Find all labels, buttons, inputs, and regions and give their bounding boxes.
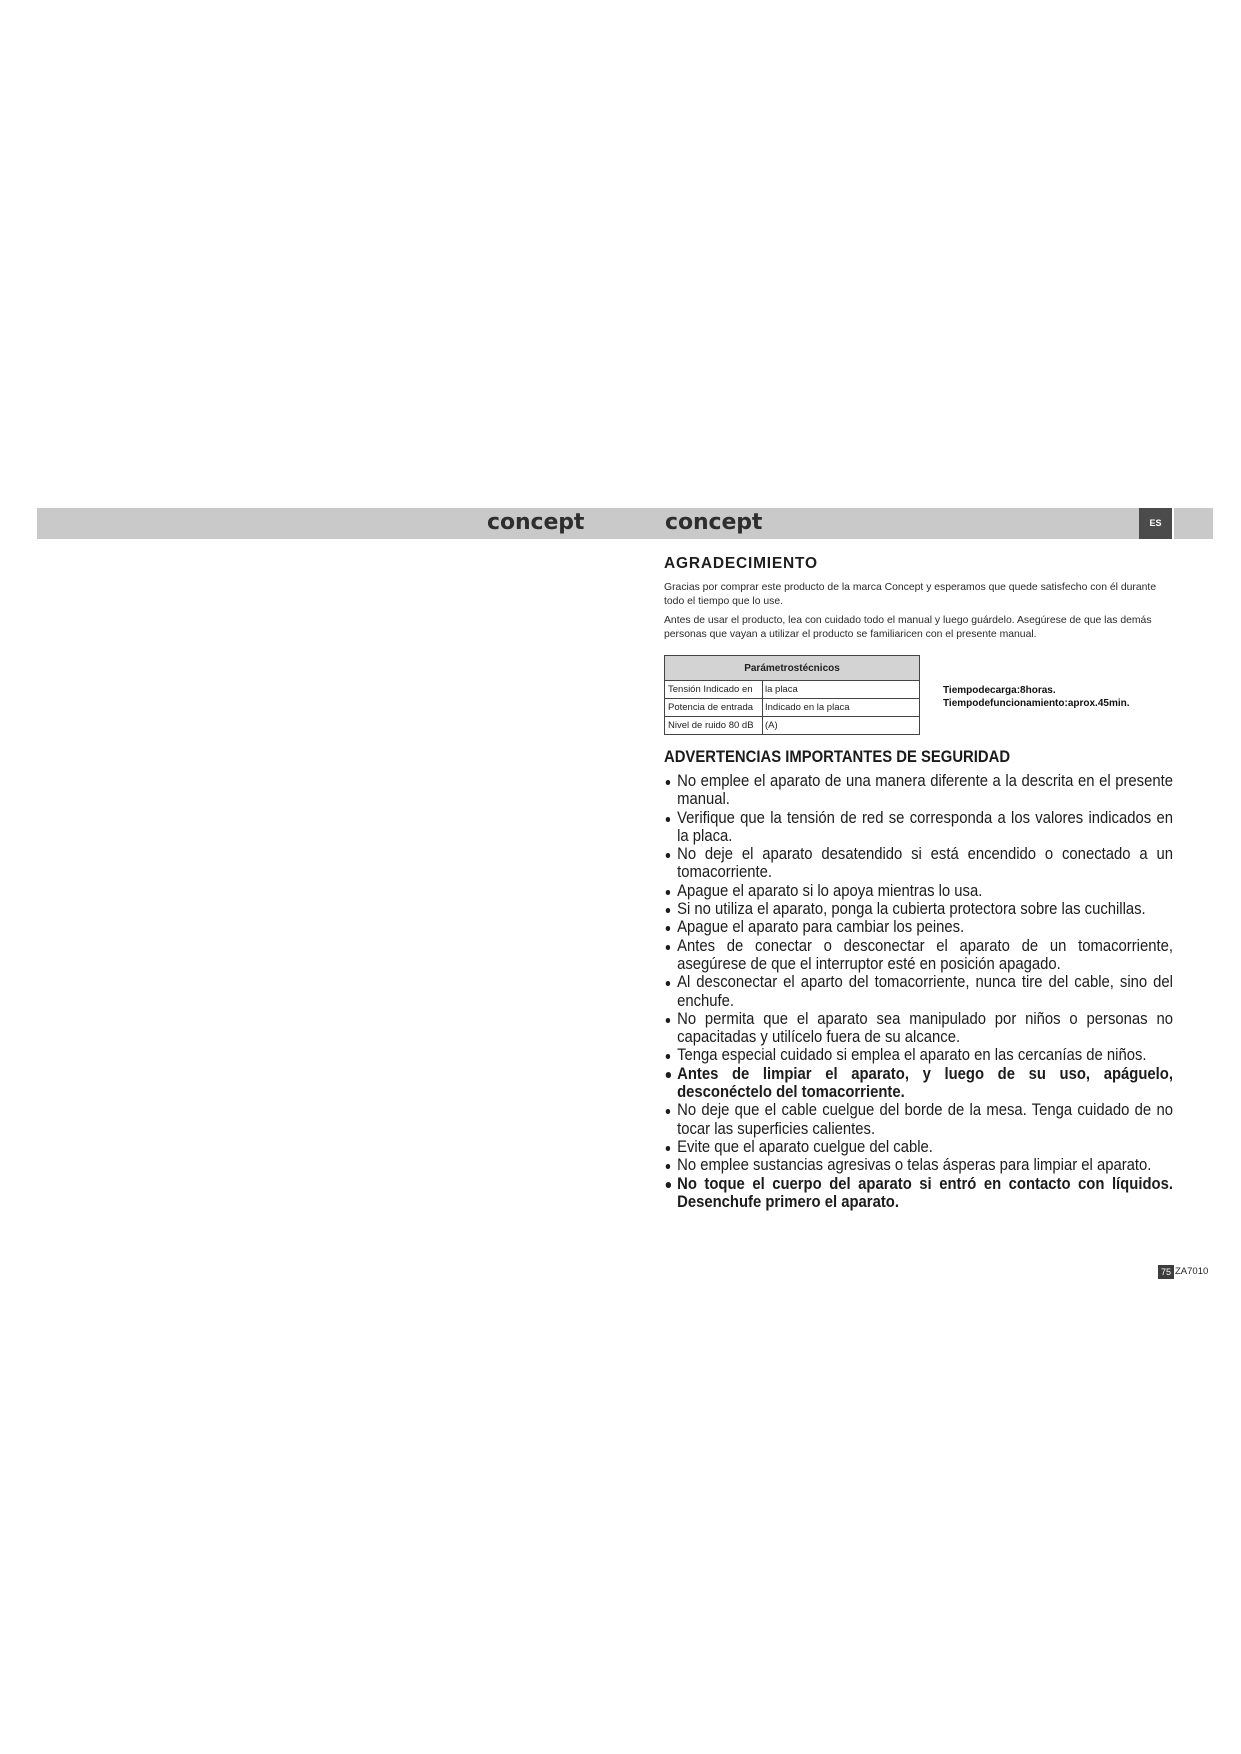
bullet-icon [665,1182,671,1188]
list-item-line: asegúrese de que el interruptor esté en posición apagado. [677,953,1061,973]
spec-label: Nivel de ruido 80 dB [665,717,763,735]
paragraph-line: Gracias por comprar este producto de la marca Concept y esperamos que quede satisfecho con él durante [664,582,1157,593]
bullet-icon [665,890,670,895]
language-tab: ES [1139,508,1172,539]
list-item-line: No deje el aparato desatendido si está encendido o conectado a un [677,844,1173,864]
list-item-line: manual. [677,789,730,809]
list-item [664,845,1173,882]
bullet-icon [665,1164,670,1169]
list-item-emphasized [664,1175,1173,1212]
page-number: 75 [1158,1265,1174,1279]
list-item-line: capacitadas y utilícelo fuera de su alcance. [677,1027,961,1047]
safety-list [664,772,1173,1211]
list-item [664,937,1173,974]
list-item [664,772,1173,809]
spec-label: Tensión Indicado en [665,681,763,699]
list-item [664,1010,1173,1047]
spec-label: Potencia de entrada [665,699,763,717]
run-time-note: Tiempodefuncionamiento:aprox.45min. [943,697,1130,709]
list-item-line: Evite que el aparato cuelgue del cable. [677,1136,933,1156]
list-item-line: No deje que el cable cuelgue del borde de la mesa. Tenga cuidado de no [677,1100,1173,1120]
table-row [665,699,920,717]
list-item-line: Desenchufe primero el aparato. [677,1191,899,1211]
specs-title: Parámetrostécnicos [665,656,920,681]
header-divider [1172,508,1174,539]
list-item [664,918,1173,936]
list-item [664,1156,1173,1174]
safety-title: ADVERTENCIAS IMPORTANTES DE SEGURIDAD [664,747,1011,766]
bullet-icon [665,780,670,785]
intro-paragraph [664,614,1152,641]
charge-time-note: Tiempodecarga:8horas. [943,685,1056,696]
list-item-line: Apague el aparato para cambiar los peines. [677,917,965,937]
header-bar [37,508,1213,539]
list-item-emphasized [664,1065,1173,1102]
list-item [664,809,1173,846]
list-item-line: Tenga especial cuidado si emplea el aparato en las cercanías de niños. [677,1045,1147,1065]
bullet-icon [665,1146,670,1151]
list-item-line: Al desconectar el aparto del tomacorriente, nunca tire del cable, sino del [677,972,1173,992]
list-item-line: Verifique que la tensión de red se corresponda a los valores indicados en [677,807,1173,827]
bullet-icon [665,926,670,931]
list-item-line: enchufe. [677,990,735,1010]
spec-value: Indicado en la placa [763,699,920,717]
model-code: ZA7010 [1175,1266,1209,1277]
table-row [665,717,920,735]
bullet-icon [665,817,670,822]
bullet-icon [665,1018,670,1023]
spec-notes [943,685,1130,710]
list-item-line: Si no utiliza el aparato, ponga la cubierta protectora sobre las cuchillas. [677,899,1146,919]
specs-table [664,655,920,735]
table-row [665,681,920,699]
list-item-line: Apague el aparato si lo apoya mientras lo usa. [677,880,983,900]
list-item [664,1046,1173,1064]
list-item [664,1138,1173,1156]
list-item-line: Antes de conectar o desconectar el aparato de un tomacorriente, [677,935,1173,955]
paragraph-line: todo el tiempo que lo use. [664,595,783,607]
concept-logo-left: concept [487,510,585,535]
bullet-icon [665,1054,670,1059]
list-item [664,973,1173,1010]
spec-value: (A) [763,717,920,735]
list-item-line: No emplee el aparato de una manera diferente a la descrita en el presente [677,771,1173,790]
list-item-line: No toque el cuerpo del aparato si entró en contacto con líquidos. [677,1173,1173,1193]
bullet-icon [665,945,670,950]
bullet-icon [665,1109,670,1114]
list-item [664,882,1173,900]
list-item-line: No emplee sustancias agresivas o telas ásperas para limpiar el aparato. [677,1155,1152,1175]
specs-header-row [665,656,920,681]
bullet-icon [665,908,670,913]
concept-logo-right: concept [665,510,763,535]
list-item-line: desconéctelo del tomacorriente. [677,1082,905,1102]
intro-paragraph [664,581,1156,608]
list-item-line: tomacorriente. [677,862,772,882]
list-item [664,900,1173,918]
list-item [664,1101,1173,1138]
paragraph-line: Antes de usar el producto, lea con cuidado todo el manual y luego guárdelo. Asegúrese de que las demás [664,615,1152,626]
list-item-line: No permita que el aparato sea manipulado por niños o personas no [677,1008,1173,1028]
list-item-line: tocar las superficies calientes. [677,1118,876,1138]
list-item-line: la placa. [677,825,733,845]
intro-title: AGRADECIMIENTO [664,555,818,572]
bullet-icon [665,981,670,986]
paragraph-line: personas que vayan a utilizar el producto se familiaricen con el presente manual. [664,628,1037,640]
bullet-icon [665,853,670,858]
list-item-line: Antes de limpiar el aparato, y luego de su uso, apáguelo, [677,1063,1173,1083]
bullet-icon [665,1072,671,1078]
spec-value: la placa [763,681,920,699]
